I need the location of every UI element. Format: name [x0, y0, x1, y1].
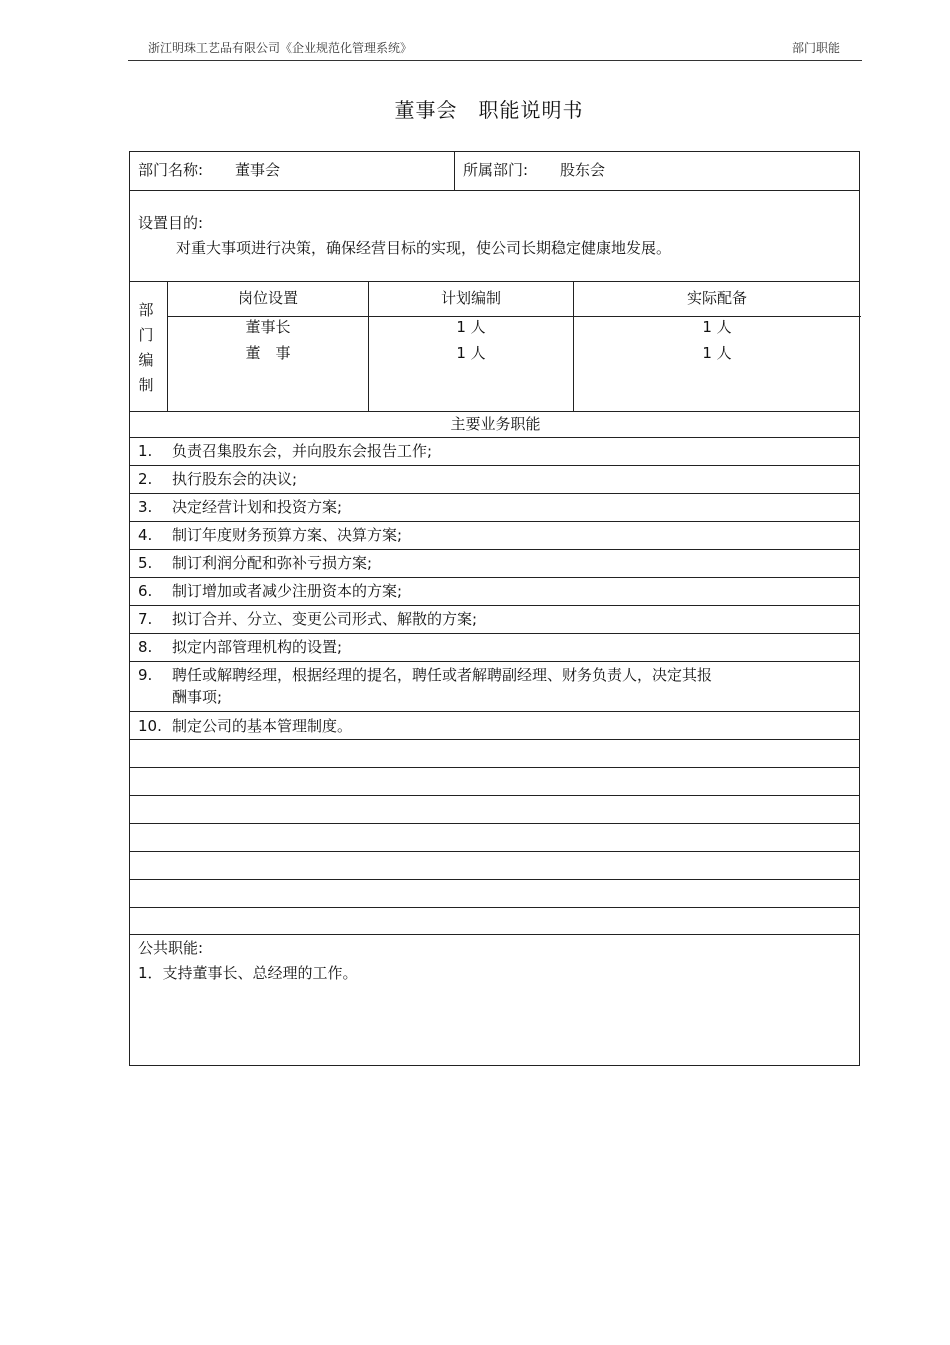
parent-dept-value: 股东会	[560, 161, 606, 179]
actual-chairman: 1 人	[702, 318, 732, 336]
rule	[130, 549, 859, 550]
function-text: 决定经营计划和投资方案;	[172, 498, 343, 516]
function-num: 4.	[138, 526, 153, 544]
rule	[130, 711, 859, 712]
rule	[130, 633, 859, 634]
function-num: 1.	[138, 442, 153, 460]
function-text: 负责召集股东会，并向股东会报告工作;	[172, 442, 433, 460]
header-planned: 计划编制	[440, 289, 501, 307]
rule	[454, 152, 455, 190]
function-text-continued: 酬事项;	[172, 688, 223, 706]
function-num: 3.	[138, 498, 153, 516]
rule	[130, 281, 859, 282]
staffing-side-label: 部 门 编 制	[138, 301, 154, 394]
rule	[130, 521, 859, 522]
purpose-text: 对重大事项进行决策，确保经营目标的实现，使公司长期稳定健康地发展。	[176, 239, 672, 257]
header-position: 岗位设置	[237, 289, 298, 307]
planned-director: 1 人	[456, 344, 486, 362]
rule	[130, 934, 859, 935]
rule	[130, 437, 859, 438]
function-num: 10.	[138, 717, 162, 735]
header-section: 部门职能	[791, 41, 840, 55]
rule	[130, 411, 859, 412]
position-chairman: 董事长	[245, 318, 291, 336]
rule	[130, 907, 859, 908]
rule	[168, 316, 861, 317]
rule	[130, 190, 859, 191]
function-text: 制订利润分配和弥补亏损方案;	[172, 554, 373, 572]
header-actual: 实际配备	[686, 289, 747, 307]
function-text: 制订增加或者减少注册资本的方案;	[172, 582, 403, 600]
function-num: 2.	[138, 470, 153, 488]
function-text: 执行股东会的决议;	[172, 470, 298, 488]
rule	[130, 767, 859, 768]
purpose-label: 设置目的:	[138, 214, 204, 232]
rule	[130, 823, 859, 824]
rule	[130, 795, 859, 796]
function-text: 制订年度财务预算方案、决算方案;	[172, 526, 403, 544]
function-num: 9.	[138, 666, 153, 684]
function-text: 拟订合并、分立、变更公司形式、解散的方案;	[172, 610, 478, 628]
dept-name-value: 董事会	[235, 161, 281, 179]
function-num: 8.	[138, 638, 153, 656]
page-header	[128, 36, 862, 61]
function-num: 6.	[138, 582, 153, 600]
function-num: 7.	[138, 610, 153, 628]
actual-director: 1 人	[702, 344, 732, 362]
rule	[130, 851, 859, 852]
parent-dept-label: 所属部门:	[463, 161, 529, 179]
rule	[130, 739, 859, 740]
planned-chairman: 1 人	[456, 318, 486, 336]
dept-name-label: 部门名称:	[138, 161, 204, 179]
rule	[130, 879, 859, 880]
header-company: 浙江明珠工艺品有限公司《企业规范化管理系统》	[148, 41, 413, 55]
function-num: 5.	[138, 554, 153, 572]
function-text: 拟定内部管理机构的设置;	[172, 638, 343, 656]
functions-title: 主要业务职能	[450, 415, 541, 433]
function-text: 制定公司的基本管理制度。	[172, 717, 353, 735]
rule	[130, 605, 859, 606]
common-functions-label: 公共职能:	[138, 939, 204, 957]
rule	[130, 577, 859, 578]
rule	[130, 661, 859, 662]
common-function-item: 1．支持董事长、总经理的工作。	[138, 964, 358, 982]
function-text: 聘任或解聘经理，根据经理的提名，聘任或者解聘副经理、财务负责人，决定其报	[172, 666, 713, 684]
rule	[130, 465, 859, 466]
function-table	[129, 151, 860, 1066]
position-director: 董 事	[245, 344, 291, 362]
rule	[130, 493, 859, 494]
document-title: 董事会 职能说明书	[394, 98, 584, 122]
